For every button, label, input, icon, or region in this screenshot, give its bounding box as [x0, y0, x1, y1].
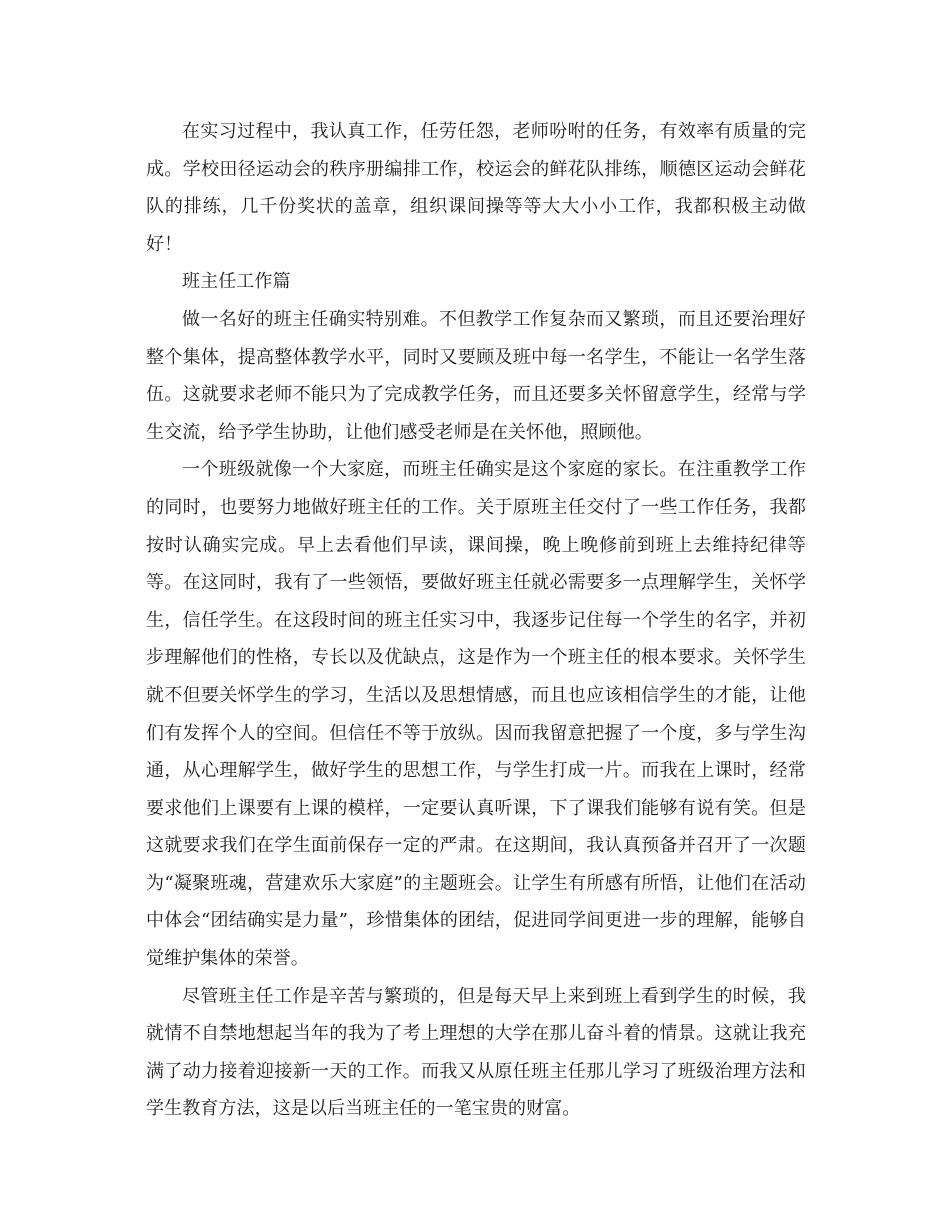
- paragraph-class-family: 一个班级就像一个大家庭，而班主任确实是这个家庭的家长。在注重教学工作的同时，也要努力地做好班主任的工作。关于原班主任交付了一些工作任务，我都按时认确实完成。早上去看他们早读，课间操，晚上晚修前到班上去维持纪律等等。在这同时，我有了一些领悟，要做好班主任就必需要多一点理解学生，关怀学生，信任学生。在这段时间的班主任实习中，我逐步记住每一个学生的名字，并初步理解他们的性格，专长以及优缺点，这是作为一个班主任的根本要求。关怀学生就不但要关怀学生的学习，生活以及思想情感，而且也应该相信学生的才能，让他们有发挥个人的空间。但信任不等于放纵。因而我留意把握了一个度，多与学生沟通，从心理解学生，做好学生的思想工作，与学生打成一片。而我在上课时，经常要求他们上课要有上课的模样，一定要认真听课，下了课我们能够有说有笑。但是这就要求我们在学生面前保存一定的严肃。在这期间，我认真预备并召开了一次题为“凝聚班魂，营建欢乐大家庭”的主题班会。让学生有所感有所悟，让他们在活动中体会“团结确实是力量”，珍惜集体的团结，促进同学间更进一步的理解，能够自觉维护集体的荣誉。: [146, 459, 806, 970]
- document-body: [146, 113, 806, 1128]
- paragraph-reflection: 尽管班主任工作是辛苦与繁琐的，但是每天早上来到班上看到学生的时候，我就情不自禁地想起当年的我为了考上理想的大学在那儿奋斗着的情景。这就让我充满了动力接着迎接新一天的工作。而我又从原任班主任那儿学习了班级治理方法和学生教育方法，这是以后当班主任的一笔宝贵的财富。: [146, 985, 806, 1120]
- section-heading-class-teacher: 班主任工作篇: [182, 271, 291, 293]
- paragraph-internship-work: 在实习过程中，我认真工作，任劳任怨，老师吩咐的任务，有效率有质量的完成。学校田径运动会的秩序册编排工作，校运会的鲜花队排练，顺德区运动会鲜花队的排练，几千份奖状的盖章，组织课间操等等大大小小工作，我都积极主动做好！: [146, 121, 806, 255]
- paragraph-class-teacher-difficulty: 做一名好的班主任确实特别难。不但教学工作复杂而又繁琐，而且还要治理好整个集体，提高整体教学水平，同时又要顾及班中每一名学生，不能让一名学生落伍。这就要求老师不能只为了完成教学任务，而且还要多关怀留意学生，经常与学生交流，给予学生协助，让他们感受老师是在关怀他，照顾他。: [146, 308, 806, 443]
